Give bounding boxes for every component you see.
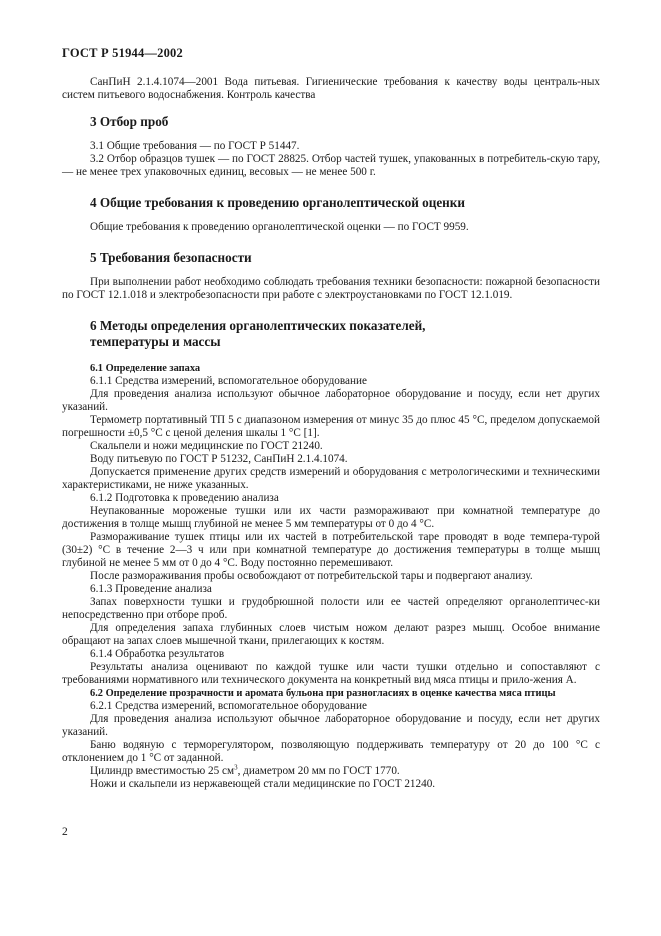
section-4-paragraph: Общие требования к проведению органолептической оценки — по ГОСТ 9959. [90, 221, 469, 233]
cylinder-text-end: , диаметром 20 мм по ГОСТ 1770. [237, 765, 400, 777]
paragraph: Неупакованные мороженые тушки или их части размораживают при комнатной температуре до достижения в толще мышц глубиной не менее 5 мм температуры от 0 до 4 °С. [62, 505, 600, 530]
paragraph: Результаты анализа оценивают по каждой тушке или части тушки отдельно и сопоставляют с требованиями нормативного или технического документа на конкретный вид мяса птицы и прило-жения А. [62, 661, 600, 686]
paragraph: 6.1.4 Обработка результатов [90, 648, 225, 660]
subsection-6-1-title: 6.1 Определение запаха [90, 363, 201, 374]
paragraph: Баню водяную с терморегулятором, позволяющую поддерживать температуру от 20 до 100 °С с отклонением до 1 °С от заданной. [62, 739, 600, 764]
section-3-title: 3 Отбор проб [90, 114, 169, 129]
paragraph: Ножи и скальпели из нержавеющей стали медицинские по ГОСТ 21240. [90, 778, 436, 790]
paragraph: 6.1.1 Средства измерений, вспомогательное оборудование [90, 375, 367, 387]
paragraph-cylinder [62, 765, 600, 778]
paragraph: Допускается применение других средств измерений и оборудования с метрологическими и техническими характеристиками, не ниже указанных. [62, 466, 600, 491]
paragraph: Для проведения анализа используют обычное лабораторное оборудование и посуду, если нет других указаний. [62, 713, 600, 738]
page-header: ГОСТ Р 51944—2002 [62, 46, 183, 60]
section-4-title: 4 Общие требования к проведению органолептической оценки [90, 195, 465, 210]
section-3-paragraph: 3.1 Общие требования — по ГОСТ Р 51447. [90, 140, 300, 152]
paragraph: 6.2.1 Средства измерений, вспомогательное оборудование [90, 700, 367, 712]
paragraph: Воду питьевую по ГОСТ Р 51232, СанПиН 2.1.4.1074. [90, 453, 348, 465]
section-6-title-line1: 6 Методы определения органолептических показателей, [90, 318, 426, 333]
document-body [62, 76, 600, 791]
page-number: 2 [62, 826, 68, 838]
section-3-paragraph: 3.2 Отбор образцов тушек — по ГОСТ 28825. Отбор частей тушек, упакованных в потребитель-скую тару, — не менее трех упаковочных единиц, весовых — не менее 500 г. [62, 153, 600, 178]
paragraph: 6.1.2 Подготовка к проведению анализа [90, 492, 279, 504]
paragraph: Запах поверхности тушки и грудобрюшной полости или ее частей определяют органолептичес-ки непосредственно при отборе проб. [62, 596, 600, 621]
paragraph: Скальпели и ножи медицинские по ГОСТ 21240. [90, 440, 323, 452]
section-5-title: 5 Требования безопасности [90, 250, 252, 265]
paragraph: Размораживание тушек птицы или их частей в потребительской таре проводят в воде темпера-турой (30±2) °С в течение 2—3 ч или при комнатной температуре до достижения температуры в толще мышц глубиной не менее 5 мм от 0 до 4 °С. Воду постоянно перемешивают. [62, 531, 600, 569]
intro-paragraph: СанПиН 2.1.4.1074—2001 Вода питьевая. Гигиенические требования к качеству воды централь-ных систем питьевого водоснабжения. Контроль качества [62, 76, 600, 101]
paragraph: Термометр портативный ТП 5 с диапазоном измерения от минус 35 до плюс 45 °С, пределом допускаемой погрешности ±0,5 °С с ценой деления шкалы 1 °С [1]. [62, 414, 600, 439]
paragraph: После размораживания пробы освобождают от потребительской тары и подвергают анализу. [90, 570, 533, 582]
section-6-title-line2: температуры и массы [90, 334, 221, 349]
paragraph: Для проведения анализа используют обычное лабораторное оборудование и посуду, если нет других указаний. [62, 388, 600, 413]
subsection-6-2-title: 6.2 Определение прозрачности и аромата бульона при разногласиях в оценке качества мяса птицы [90, 688, 556, 699]
paragraph: Для определения запаха глубинных слоев чистым ножом делают разрез мышц. Особое внимание обращают на запах слоев мышечной ткани, прилегающих к костям. [62, 622, 600, 647]
paragraph: 6.1.3 Проведение анализа [90, 583, 212, 595]
superscript: 3 [234, 763, 238, 772]
section-6-title [90, 318, 600, 350]
cylinder-text: Цилиндр вместимостью 25 см [90, 765, 235, 777]
section-5-paragraph: При выполнении работ необходимо соблюдать требования техники безопасности: пожарной безопасности по ГОСТ 12.1.018 и электробезопасности при работе с электроустановками по ГОСТ 12.1.019. [62, 276, 600, 301]
